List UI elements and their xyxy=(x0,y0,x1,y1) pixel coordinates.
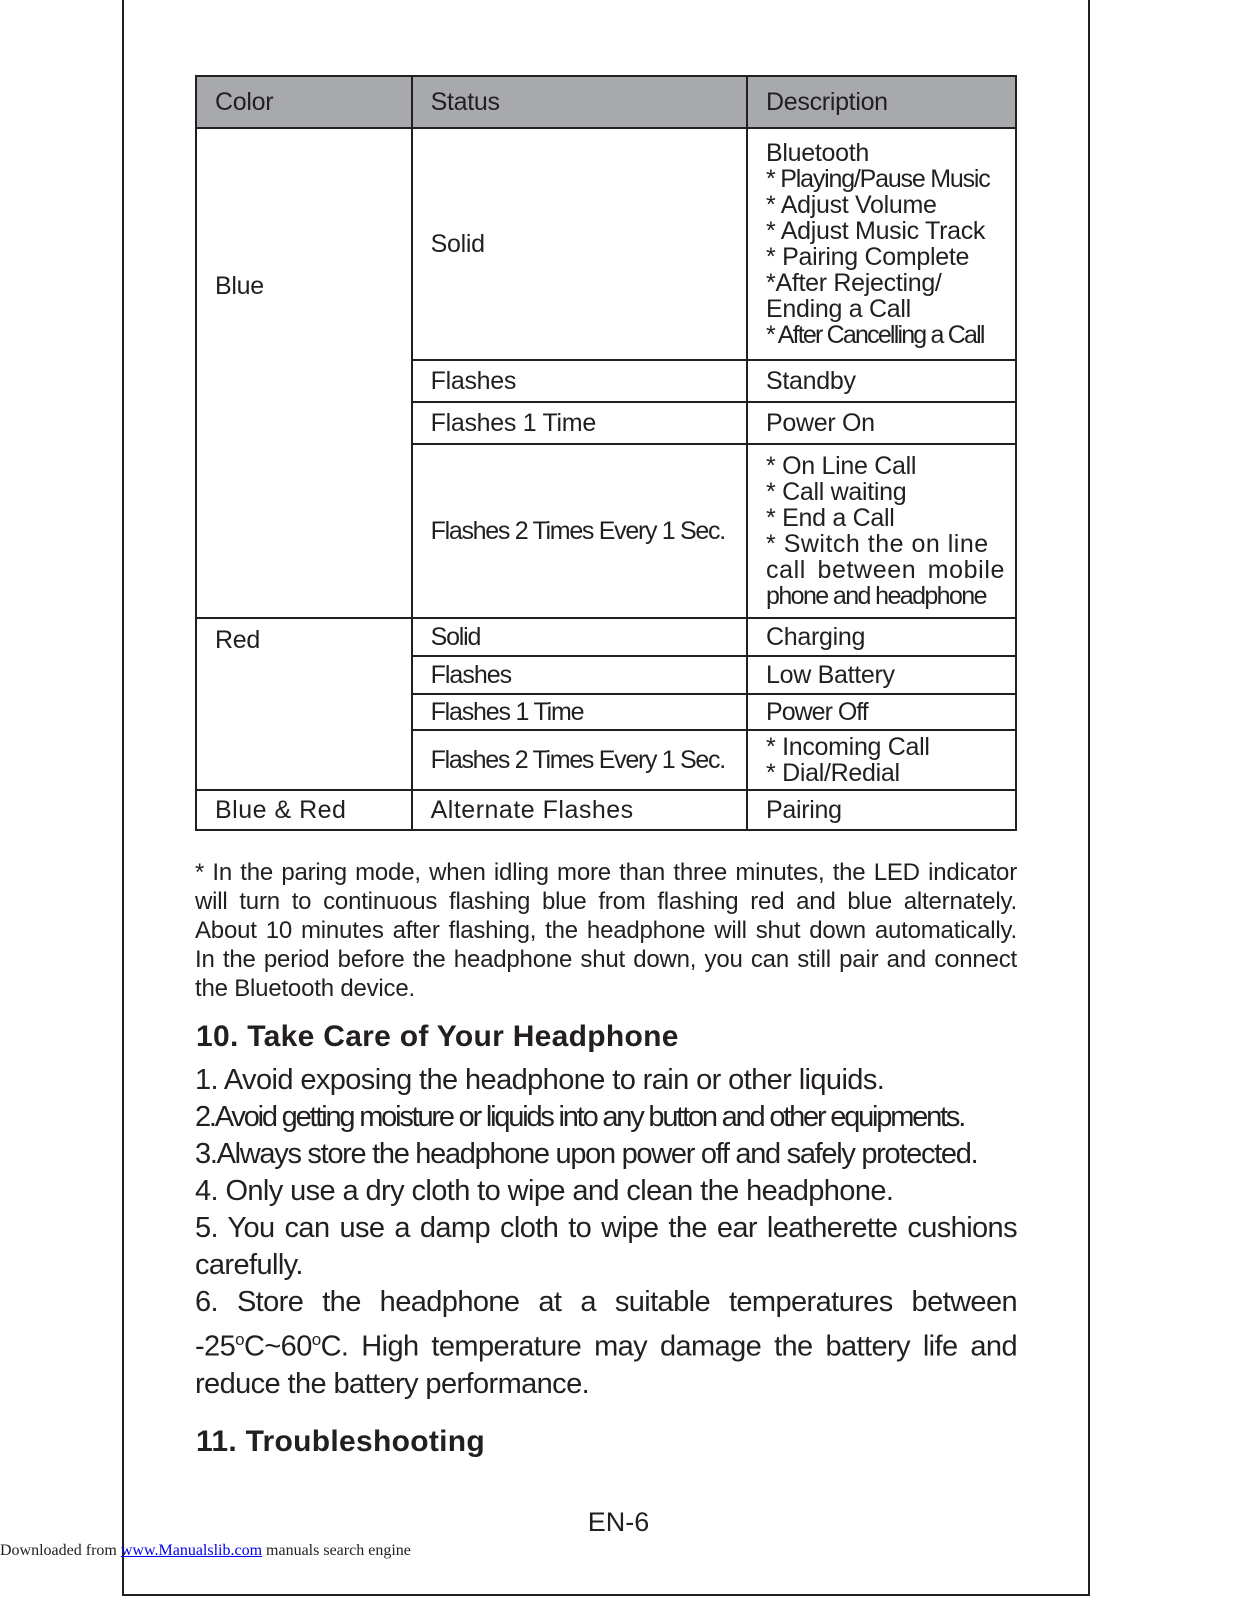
color-cell-red: Red xyxy=(196,618,412,790)
header-description: Description xyxy=(747,76,1016,128)
list-item: 2.Avoid getting moisture or liquids into any button and other equipments. xyxy=(195,1101,965,1133)
description-line: * On Line Call xyxy=(766,452,917,480)
description-lines xyxy=(766,734,1005,786)
status-cell: Alternate Flashes xyxy=(412,790,747,830)
download-prefix: Downloaded from xyxy=(0,1542,121,1559)
status-cell: Flashes xyxy=(412,360,747,402)
table-header-row xyxy=(196,76,1016,128)
description-cell: Charging xyxy=(747,618,1016,656)
description-line: * Switch the on line xyxy=(766,530,989,558)
table-row xyxy=(196,790,1016,830)
item6-text-a: 6. Store the headphone at a suitable temperatures between -25 xyxy=(195,1286,1017,1363)
description-cell xyxy=(747,128,1016,360)
status-cell: Flashes 1 Time xyxy=(412,402,747,444)
download-banner xyxy=(0,1542,411,1560)
table-row xyxy=(196,128,1016,360)
description-cell: Low Battery xyxy=(747,656,1016,694)
manualslib-link[interactable]: www.Manualslib.com xyxy=(120,1542,263,1559)
table-row xyxy=(196,618,1016,656)
color-cell-bluered: Blue & Red xyxy=(196,790,412,830)
section-10-heading: 10. Take Care of Your Headphone xyxy=(196,1020,679,1053)
description-lines xyxy=(766,140,1005,348)
status-cell: Solid xyxy=(412,618,747,656)
description-cell xyxy=(747,730,1016,790)
item6-text-b: C~60 xyxy=(243,1330,312,1363)
description-lines xyxy=(766,453,1005,609)
description-cell xyxy=(747,444,1016,618)
description-cell: Power Off xyxy=(747,694,1016,730)
description-line: * After Cancelling a Call xyxy=(766,321,984,349)
description-line: phone and headphone xyxy=(766,582,986,610)
list-item: 4. Only use a dry cloth to wipe and clean the headphone. xyxy=(195,1175,894,1207)
header-status: Status xyxy=(412,76,747,128)
description-line: * Adjust Volume xyxy=(766,191,937,219)
description-line: call between mobile xyxy=(766,556,1005,584)
color-cell-blue: Blue xyxy=(196,128,412,618)
description-cell: Power On xyxy=(747,402,1016,444)
description-line: * Pairing Complete xyxy=(766,243,970,271)
degree-mark: o xyxy=(235,1330,244,1349)
degree-mark: o xyxy=(311,1330,321,1349)
description-line: * Playing/Pause Music xyxy=(766,165,990,193)
pairing-note: * In the paring mode, when idling more than three minutes, the LED indicator will turn to continuous flashing blue from flashing red and blue alternately. About 10 minutes after flashing, the headphone will shut down automatically. In the period before the headphone shut down, you can still pair and connect the Bluetooth device. xyxy=(195,859,1017,1002)
page-number: EN-6 xyxy=(587,1507,650,1537)
description-line: * End a Call xyxy=(766,504,895,532)
care-list xyxy=(195,1062,1017,1403)
description-line: * Incoming Call xyxy=(766,733,930,761)
status-cell: Flashes 2 Times Every 1 Sec. xyxy=(412,444,747,618)
description-line: * Adjust Music Track xyxy=(766,217,986,245)
led-status-table xyxy=(195,75,1017,831)
list-item: 1. Avoid exposing the headphone to rain or other liquids. xyxy=(195,1064,885,1096)
description-line: Bluetooth xyxy=(766,139,869,167)
item6-text-c: C. High temperature may damage the battery life and reduce the battery performance. xyxy=(195,1330,1017,1400)
list-item-6 xyxy=(195,1284,1017,1403)
description-line: * Dial/Redial xyxy=(766,759,900,787)
description-cell: Standby xyxy=(747,360,1016,402)
status-cell: Flashes xyxy=(412,656,747,694)
list-item: 5. You can use a damp cloth to wipe the ear leatherette cushions carefully. xyxy=(195,1212,1017,1281)
list-item: 3.Always store the headphone upon power off and safely protected. xyxy=(195,1138,978,1170)
download-suffix: manuals search engine xyxy=(262,1542,411,1559)
status-cell: Flashes 2 Times Every 1 Sec. xyxy=(412,730,747,790)
description-line: * Call waiting xyxy=(766,478,907,506)
header-color: Color xyxy=(196,76,412,128)
description-line: Ending a Call xyxy=(766,295,911,323)
description-line: *After Rejecting/ xyxy=(766,269,942,297)
status-cell: Solid xyxy=(412,128,747,360)
section-11-heading: 11. Troubleshooting xyxy=(196,1425,486,1458)
description-cell: Pairing xyxy=(747,790,1016,830)
status-cell: Flashes 1 Time xyxy=(412,694,747,730)
